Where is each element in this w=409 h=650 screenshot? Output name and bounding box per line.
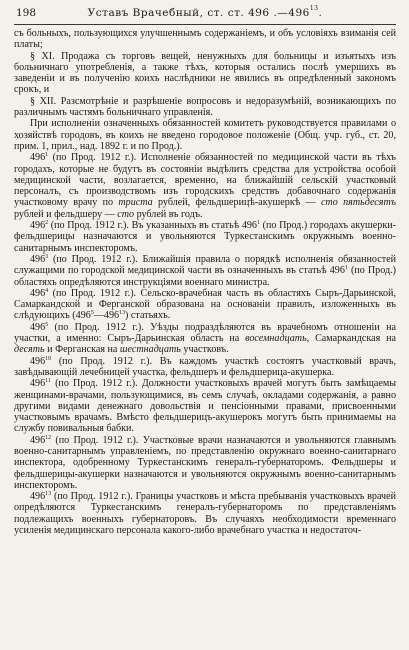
paragraph: $496^5$ (по Прод. 1912 г.). Уѣзды подраздѣляются въ врачебномъ отношеніи на участки, а именно: Сыръ-Дарьинская область на восемнадцать, Самаркандская на десять и Ферганская на шестнадцать участковъ. <box>14 321 396 356</box>
body-text <box>14 28 396 536</box>
header-title <box>14 6 396 20</box>
paragraph: $496^{13}$ (по Прод. 1912 г.). Границы участковъ и мѣста пребыванія участковыхъ врачей опредѣляются Туркестанскимъ генералъ-губернаторомъ по представленіямъ подлежащихъ военныхъ губернаторовъ. Въ случаяхъ необходимости временнаго усиленія медицинскаго персонала какого-либо врачебнаго участка и недостаточ- <box>14 491 396 537</box>
paragraph: $496^{11}$ (по Прод. 1912 г.). Должности участковыхъ врачей могутъ быть замѣщаемы женщинами-врачами, пользующимися, въ семъ случаѣ, окладами содержанія, а равно другими видами денежнаго довольствія и пенсіонными правами, присвоенными участковымъ врачамъ. Вмѣсто фельдшерицъ-акушерокъ могутъ быть принимаемы на службу повивальныя бабки. <box>14 378 396 435</box>
paragraph: § XI. Продажа съ торговъ вещей, ненужныхъ для больницы и изъятыхъ изъ больничнаго употребленія, а также тѣхъ, которыя остались послѣ умершихъ въ заведеніи и въ полученію коихъ наслѣдники не явились въ опредѣленный закономъ срокъ, и <box>14 50 396 96</box>
paragraph: При исполненіи означенныхъ обязанностей комитетъ руководствуется правилами о хозяйствѣ городовъ, въ коихъ не введено городовое положеніе (Общ. учр. губ., ст. 20, прим. 1, прил., над. 1892 г. и по Прод.). <box>14 118 396 152</box>
paragraph: § XII. Разсмотрѣніе и разрѣшеніе вопросовъ и недоразумѣній, возникающихъ по различнымъ частямъ больничнаго управленія. <box>14 95 396 119</box>
running-header <box>14 6 396 20</box>
header-title-text: Уставъ Врачебный, ст. ст. 496 .—496 <box>87 7 310 19</box>
paragraph: $496^1$ (по Прод. 1912 г.). Исполненіе обязанностей по медицинской части въ тѣхъ городахъ, которые не будутъ въ состояніи выдѣлить средства для устройства особой медицинской части, возлагается, временно, на ближайшій сельскій участковый персоналъ, съ производствомъ изъ городскихъ средствъ добавочнаго содержанія участковому врачу по триста рублей, фельдшерицѣ-акушеркѣ — сто пятьдесятъ рублей и фельдшеру — сто рублей въ годъ. <box>14 152 396 220</box>
paragraph: $496^2$ (по Прод. 1912 г.). Въ указанныхъ въ статьѣ $496^1$ (по Прод.) городахъ акушерки-фельдшерицы назначаются и увольняются Туркестанскимъ окружнымъ военно-санитарнымъ инспекторомъ. <box>14 220 396 254</box>
paragraph: $496^{12}$ (по Прод. 1912 г.). Участковые врачи назначаются и увольняются главнымъ военно-санитарнымъ управленіемъ, по представленію окружнаго военно-санитарнаго инспектора, одобренному Туркестанскимъ генералъ-губернаторомъ. Фельдшеры и фельдшерицы-акушерки назначаются и увольняются окружнымъ военно-санитарнымъ инспекторомъ. <box>14 434 396 491</box>
paragraph: съ больныхъ, пользующихся улучшеннымъ содержаніемъ, и объ условіяхъ взиманія сей платы; <box>14 28 396 51</box>
header-rule <box>14 24 396 25</box>
paragraph: $496^4$ (по Прод. 1912 г.). Сельско-врачебная часть въ областяхъ Сыръ-Дарьинской, Самаркандской и Ферганской образована на основаніи правилъ, изложенныхъ въ слѣдующихъ $(496^5—496^{13})$ статьяхъ. <box>14 287 396 322</box>
paragraph: $496^3$ (по Прод. 1912 г.). Ближайшія правила о порядкѣ исполненія обязанностей служащими по городской медицинской части въ означенныхъ въ статьѣ $496^1$ (по Прод.) областяхъ опредѣляются инструкціями военнаго министра. <box>14 253 396 288</box>
header-title-tail: . <box>318 7 323 19</box>
paragraph: $496^{10}$ (по Прод. 1912 г.). Въ каждомъ участкѣ состоятъ участковый врачъ, завѣдывающій лечебницей участка, фельдшеръ и фельдшерица-акушерка. <box>14 355 396 378</box>
page-number: 198 <box>16 7 37 19</box>
header-title-superscript: 13 <box>309 5 319 12</box>
